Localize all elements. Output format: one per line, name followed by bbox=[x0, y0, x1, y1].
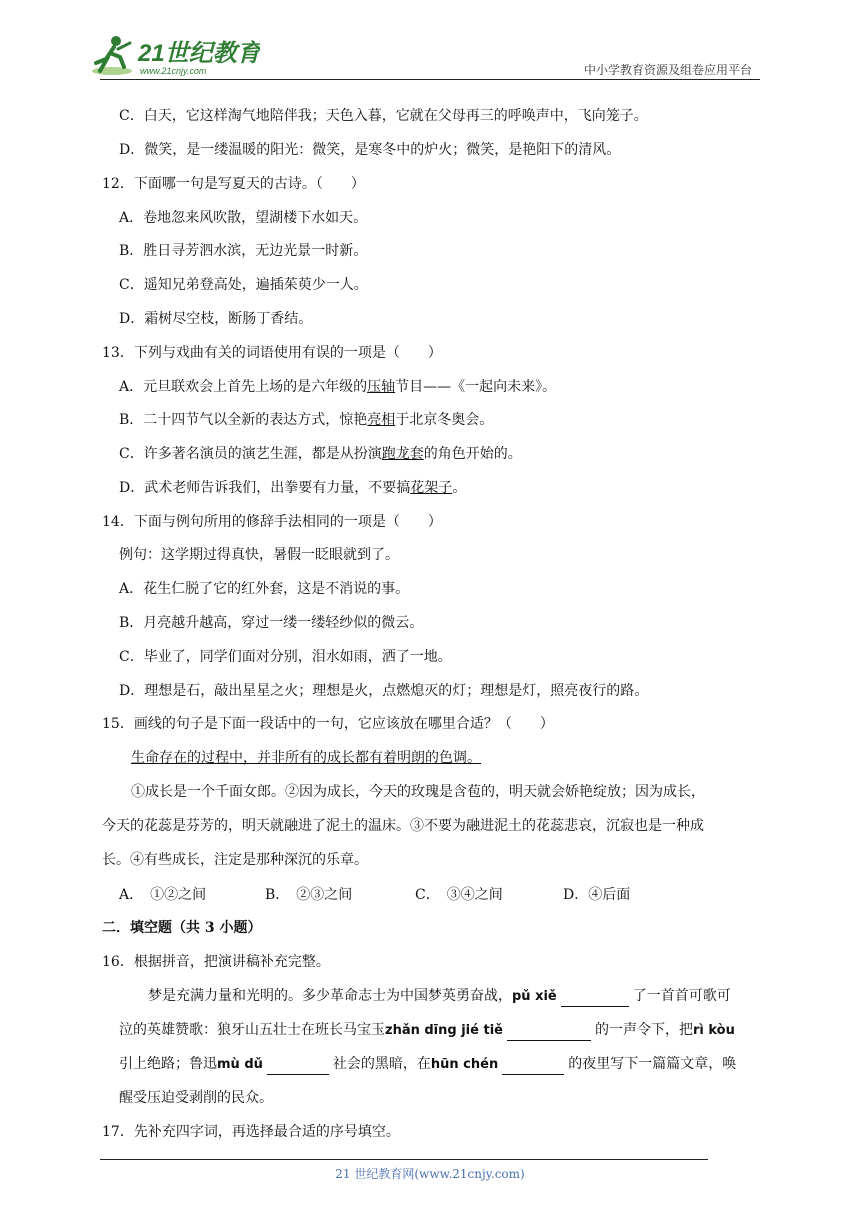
q16-pinyin-4: mù dǔ bbox=[217, 1057, 263, 1072]
q16-l3-text: 引上绝路；鲁迅 bbox=[119, 1056, 217, 1072]
q17-stem: 17．先补充四字词，再选择最合适的序号填空。 bbox=[102, 1124, 400, 1140]
q16-stem: 16．根据拼音，把演讲稿补充完整。 bbox=[102, 954, 330, 970]
q16-pinyin-2: zhǎn dīng jié tiě bbox=[385, 1023, 503, 1038]
logo bbox=[90, 33, 260, 78]
q11-option-d: D．微笑，是一缕温暖的阳光：微笑，是寒冬中的炉火；微笑，是艳阳下的清风。 bbox=[119, 142, 621, 158]
q13-option-c bbox=[119, 444, 522, 464]
q13-option-b bbox=[119, 410, 493, 430]
q14-option-a: A．花生仁脱了它的红外套，这是不消说的事。 bbox=[119, 581, 410, 597]
footer-link[interactable]: 21 世纪教育网(www.21cnjy.com) bbox=[335, 1167, 525, 1181]
q16-l3-text-mid: 社会的黑暗，在 bbox=[332, 1056, 431, 1072]
q13-d-underlined: 花架子 bbox=[410, 480, 453, 496]
q16-pinyin-3: rì kòu bbox=[692, 1023, 735, 1038]
q12-option-d: D．霜树尽空枝，断肠丁香结。 bbox=[119, 311, 313, 327]
q13-b-underlined: 亮相 bbox=[367, 412, 396, 428]
logo-title: 21世纪教育 bbox=[138, 40, 260, 67]
q15-paragraph-line-3: 长。④有些成长，注定是那种深沉的乐章。 bbox=[102, 852, 368, 868]
q16-pinyin-5: hūn chén bbox=[430, 1057, 499, 1072]
q13-stem: 13．下列与戏曲有关的词语使用有误的一项是（ ） bbox=[102, 345, 442, 361]
q14-option-d: D．理想是石，敲出星星之火；理想是火，点燃熄灭的灯；理想是灯，照亮夜行的路。 bbox=[119, 683, 649, 699]
q11-option-c: C．白天，它这样淘气地陪伴我；天色入暮，它就在父母再三的呼唤声中，飞向笼子。 bbox=[119, 108, 648, 124]
q14-example: 例句：这学期过得真快，暑假一眨眼就到了。 bbox=[119, 547, 399, 563]
q16-blank-1[interactable] bbox=[561, 990, 629, 1007]
q14-option-b: B．月亮越升越高，穿过一缕一缕轻纱似的微云。 bbox=[119, 615, 424, 631]
q15-option-b: B． ②③之间 bbox=[265, 887, 353, 903]
q16-blank-2[interactable] bbox=[507, 1024, 591, 1041]
platform-name: 中小学教育资源及组卷应用平台 bbox=[583, 63, 752, 77]
q14-option-c: C．毕业了，同学们面对分别，泪水如雨，洒了一地。 bbox=[119, 649, 452, 665]
q16-l1-text: 梦是充满力量和光明的。多少革命志士为中国梦英勇奋战， bbox=[148, 988, 512, 1004]
q13-d-text: D．武术老师告诉我们，出拳要有力量，不要搞 bbox=[119, 480, 411, 496]
q15-paragraph-line-1: ①成长是一个千面女郎。②因为成长，今天的玫瑰是含苞的，明天就会娇艳绽放；因为成长， bbox=[131, 784, 705, 800]
q12-option-c: C．遥知兄弟登高处，遍插茱萸少一人。 bbox=[119, 277, 368, 293]
q16-l2-text: 泣的英雄赞歌：狼牙山五壮士在班长马宝玉 bbox=[119, 1022, 385, 1038]
q13-c-text: C．许多著名演员的演艺生涯，都是从扮演 bbox=[119, 446, 382, 462]
q13-b-text: B．二十四节气以全新的表达方式，惊艳 bbox=[119, 412, 368, 428]
q16-blank-4[interactable] bbox=[502, 1058, 564, 1075]
q13-d-text-end: 。 bbox=[452, 480, 467, 496]
q15-option-d: D．④后面 bbox=[563, 887, 631, 903]
q16-line-4: 醒受压迫受剥削的民众。 bbox=[119, 1090, 273, 1106]
section-heading: 二．填空题（共 3 小题） bbox=[102, 920, 262, 936]
q15-paragraph-line-2: 今天的花蕊是芬芳的，明天就融进了泥土的温床。③不要为融进泥土的花蕊悲哀，沉寂也是一种成 bbox=[102, 818, 704, 834]
q15-sentence-text: 生命存在的过程中，并非所有的成长都有着明朗的色调。 bbox=[131, 750, 481, 766]
runner-logo-icon bbox=[90, 33, 260, 78]
q16-pinyin-1: pǔ xiě bbox=[512, 989, 557, 1004]
q14-stem: 14．下面与例句所用的修辞手法相同的一项是（ ） bbox=[102, 514, 442, 530]
q13-option-d bbox=[119, 478, 466, 498]
footer-divider bbox=[100, 1159, 708, 1160]
q16-l1-text-end: 了一首首可歌可 bbox=[632, 988, 731, 1004]
q15-underlined-sentence bbox=[131, 748, 481, 768]
q13-option-a bbox=[119, 377, 556, 397]
q16-line-3 bbox=[119, 1054, 736, 1075]
logo-url: www.21cnjy.com bbox=[140, 66, 207, 76]
q16-l3-text-end: 的夜里写下一篇篇文章，唤 bbox=[568, 1056, 737, 1072]
q12-option-a: A．卷地忽来风吹散，望湖楼下水如天。 bbox=[119, 210, 368, 226]
q16-line-2 bbox=[119, 1020, 735, 1041]
page-header bbox=[0, 0, 860, 84]
q16-blank-3[interactable] bbox=[267, 1058, 329, 1075]
q13-c-underlined: 跑龙套 bbox=[381, 446, 424, 462]
q13-a-underlined: 压轴 bbox=[367, 379, 396, 395]
header-divider bbox=[100, 79, 760, 80]
q13-a-text-end: 节目——《一起向未来》。 bbox=[395, 379, 557, 395]
q13-a-text: A．元旦联欢会上首先上场的是六年级的 bbox=[119, 379, 368, 395]
q16-l2-text-mid: 的一声令下，把 bbox=[594, 1022, 693, 1038]
q12-option-b: B．胜日寻芳泗水滨，无边光景一时新。 bbox=[119, 243, 368, 259]
q13-b-text-end: 于北京冬奥会。 bbox=[395, 412, 494, 428]
q15-stem: 15．画线的句子是下面一段话中的一句，它应该放在哪里合适？（ ） bbox=[102, 716, 554, 732]
q13-c-text-end: 的角色开始的。 bbox=[423, 446, 522, 462]
q15-option-c: C． ③④之间 bbox=[415, 887, 503, 903]
q15-option-a: A． ①②之间 bbox=[119, 887, 207, 903]
q16-line-1 bbox=[148, 986, 731, 1007]
q12-stem: 12．下面哪一句是写夏天的古诗。（ ） bbox=[102, 176, 365, 192]
